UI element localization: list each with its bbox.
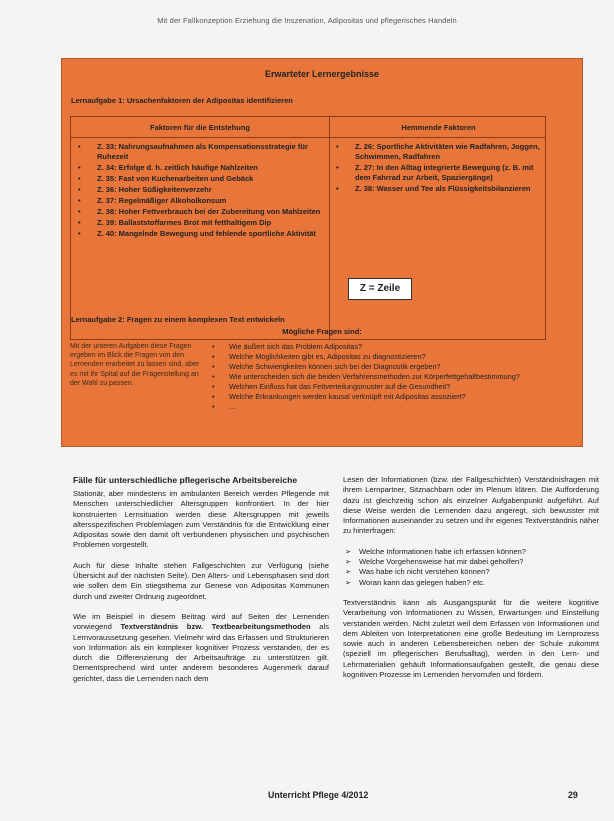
questions-list <box>209 342 579 412</box>
table-header-divider <box>71 137 545 138</box>
task-1-heading: Lernaufgabe 1: Ursachenfaktoren der Adipositas identifizieren <box>71 96 293 105</box>
list-item: • Welchen Einfluss hat das Fettverteilungsmuster auf die Gesundheit? <box>209 382 579 392</box>
list-item: • Z. 33: Nahrungsaufnahmen als Kompensationsstrategie für Ruhezeit <box>75 142 325 162</box>
list-item: ➢ Welche Informationen habe ich erfassen können? <box>343 547 599 557</box>
paragraph-text: als Lernvoraussetzung gesehen. Vielmehr wird das Erfassen und Strukturieren von Information als ein komplexer kognitiver Prozess verstanden, der es durch die Differenzierung der Arbeitsaufträge zu unterstützen gilt. Dementsprechend wird unter anderem besonderes Augenmerk darauf gerichtet, dass die Lernenden nach dem <box>73 622 329 683</box>
list-item: • Z. 40: Mangelnde Bewegung und fehlende sportliche Aktivität <box>75 229 325 239</box>
factors-table <box>70 116 546 340</box>
list-item: • Z. 37: Regelmäßiger Alkoholkonsum <box>75 196 325 206</box>
list-item: • … <box>209 402 579 412</box>
list-item: • Welche Erkrankungen werden kausal verknüpft mit Adipositas assoziiert? <box>209 392 579 402</box>
list-item: ➢ Woran kann das gelegen haben? etc. <box>343 578 599 588</box>
paragraph: Stationär, aber mindestens im ambulanten Bereich werden Pflegende mit Menschen unterschiedlicher Altersgruppen konfrontiert. In der hier konstruierten Lernsituation werden diese Altersgruppen mit jeweils altersspezifischen Problemlagen zum Verständnis für die Entwicklung einer Adipositas sowie den damit oft verbundenen physischen und psychischen Problemen vorgestellt. <box>73 489 329 550</box>
task-2-note: Mit der unteren Aufgaben diese Fragen ergeben im Blick die Fragen von den Lernenden erarbeitet zu lassen sind, aber es mit ihr Spital auf die Fragenstellung an der Wahl zu passen. <box>70 343 200 387</box>
running-header: Mit der Fallkonzeption Erziehung die Inszenation, Adipositas und pflegerisches Handeln <box>157 16 457 25</box>
list-item: • Z. 38: Wasser und Tee als Flüssigkeitsbilanzieren <box>333 184 543 194</box>
list-item: • Z. 34: Erfolge d. h. zeitlich häufige Nahlzeiten <box>75 163 325 173</box>
list-item: ➢ Was habe ich nicht verstehen können? <box>343 567 599 577</box>
task-2-heading: Lernaufgabe 2: Fragen zu einem komplexen Text entwickeln <box>71 315 285 324</box>
left-text-column <box>73 475 329 694</box>
list-item: • Z. 35: Fast von Kuchenarbeiten und Gebäck <box>75 174 325 184</box>
risk-factors-list <box>75 142 325 240</box>
list-item: • Welche Möglichkeiten gibt es, Adipositas zu diagnostizieren? <box>209 352 579 362</box>
inhibiting-factors-list <box>333 142 543 195</box>
list-item: • Wie unterscheiden sich die beiden Verfahrensmethoden zur Körperfettgehaltbestimmung? <box>209 372 579 382</box>
table-column-divider <box>329 117 330 339</box>
list-item: • Z. 39: Ballaststoffarmes Brot mit fetthaltigem Dip <box>75 218 325 228</box>
box-title: Erwarteter Lernergebnisse <box>264 69 380 79</box>
paragraph: Lesen der Informationen (bzw. der Fallgeschichten) Verständnisfragen mit ihrem Lernpartner, Sitznachbarn oder im Plenum klären. Die Aufforderung dazu ist gleichzeitig schon als einzelner Aufgabenpunkt aufgeführt. Auf diese Weise werden die Lernenden dazu angeregt, sich bewusster mit Informationen auseinander zu setzen und ihr eigenes Textverständnis näher zu hinterfragen: <box>343 475 599 536</box>
list-item: • Z. 27: In den Alltag integrierte Bewegung (z. B. mit dem Fahrrad zur Arbeit, Spaziergänge) <box>333 163 543 183</box>
list-item: • Wie äußert sich das Problem Adipositas? <box>209 342 579 352</box>
right-text-column <box>343 475 599 690</box>
column-header-left: Faktoren für die Entstehung <box>149 123 250 132</box>
learning-outcomes-box <box>61 58 583 447</box>
paragraph: Textverständnis kann als Ausgangspunkt für die weitere kognitive Verarbeitung von Informationen zu Wissen, Erwartungen und Einstellung verstanden werden. Nicht zuletzt weil dem Erfassen von Informationen und dem Ableiten von Interpretationen eine große Bedeutung im Lernprozess sowie auch in anderen Lebensbereichen neben der Schule zukommt (speziell im pflegerischen Berufsalltag), werden in den Lern- und Lehrmaterialien gehäuft Informationsaufgaben gestellt, die genau diese kognitiven Prozesse im Lernenden hervorrufen und fördern. <box>343 597 599 680</box>
column-header-right: Hemmende Faktoren <box>401 123 476 132</box>
emphasis-text: Textverständnis bzw. Textbearbeitungsmethoden <box>120 622 311 632</box>
reflection-questions <box>343 547 599 588</box>
zeile-legend-label: Z = Zeile <box>348 278 412 300</box>
list-item: • Z. 38: Hoher Fettverbrauch bei der Zubereitung von Mahlzeiten <box>75 207 325 217</box>
list-item: • Welche Schwierigkeiten können sich bei der Diagnostik ergeben? <box>209 362 579 372</box>
journal-title: Unterricht Pflege 4/2012 <box>268 790 369 800</box>
paragraph <box>73 612 329 684</box>
list-item: • Z. 36: Hoher Süßigkeitenverzehr <box>75 185 325 195</box>
list-item: • Z. 26: Sportliche Aktivitäten wie Radfahren, Joggen, Schwimmen, Radfahren <box>333 142 543 162</box>
paragraph: Auch für diese Inhalte stehen Fallgeschichten zur Verfügung (siehe Übersicht auf der nächsten Seite). Den Alters- und Lebensphasen sind dort wie sollen dem Ein stiegsthema zur Genese von Adipositas Kommunen durch und zweiter Ordnung zugeordnet. <box>73 560 329 601</box>
list-item: ➢ Welche Vorgehensweise hat mir dabei geholfen? <box>343 557 599 567</box>
paragraph-text: Wie im Beispiel in diesem Beitrag wird auf Seiten der Lernenden vorwiegend <box>73 611 329 632</box>
section-heading: Fälle für unterschiedliche pflegerische Arbeitsbereiche <box>73 475 298 485</box>
task-2-subheading: Mögliche Fragen sind: <box>282 327 362 336</box>
page-number: 29 <box>568 790 578 800</box>
